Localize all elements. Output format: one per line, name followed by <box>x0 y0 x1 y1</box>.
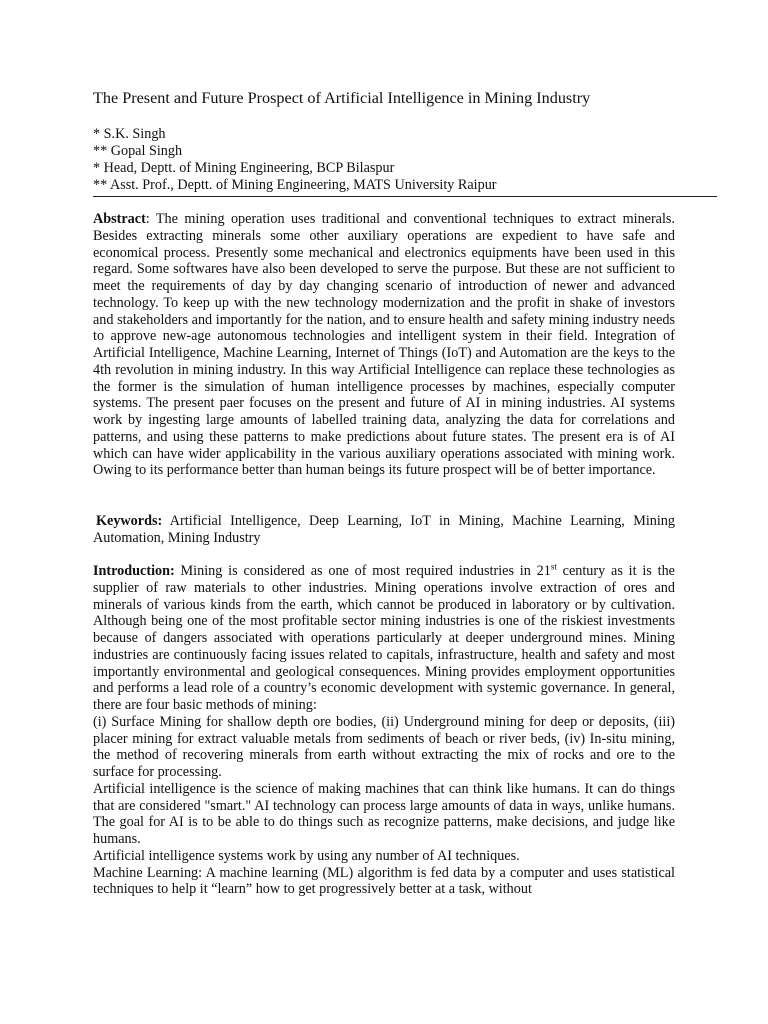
affiliation-2: ** Asst. Prof., Deptt. of Mining Engineering, MATS University Raipur <box>93 177 497 193</box>
abstract-text: : The mining operation uses traditional and conventional techniques to extract minerals. Besides extracting minerals some other auxiliary operations are expedient to have safe and economical process. Presently some mechanical and electronics equipments have been used in this regard. Some softwares have also been developed to serve the purpose. But these are not sufficient to meet the requirements of day by day changing scenario of introduction of newer and advanced technology. To keep up with the new technology modernization and the profit in shake of investors and stakeholders and importantly for the nation, and to ensure health and safety mining industry needs to approve new-age autonomous technologies and intelligent system in their field. Integration of Artificial Intelligence, Machine Learning, Internet of Things (IoT) and Automation are the keys to the 4th revolution in mining industry. In this way Artificial Intelligence can replace these technologies as the former is the simulation of human intelligence processes by machines, especially computer systems. The present paer focuses on the present and future of AI in mining industries. AI systems work by ingesting large amounts of labelled training data, analyzing the data for correlations and patterns, and using these patterns to make predictions about future states. The present era is of AI which can have wider applicability in the various auxiliary operations associated with mining work. Owing to its performance better than human beings its future prospect will be of better importance. <box>93 211 675 479</box>
paper-title: The Present and Future Prospect of Artificial Intelligence in Mining Industry <box>93 89 591 107</box>
abstract-paragraph <box>93 211 675 479</box>
ai-definition-paragraph: Artificial intelligence is the science of making machines that can think like humans. It can do things that are considered "smart." AI technology can process large amounts of data in ways, unlike humans. The goal for AI is to be able to do things such as recognize patterns, make decisions, and judge like humans. <box>93 780 675 847</box>
keywords-paragraph <box>93 513 675 547</box>
introduction-label: Introduction: <box>93 563 175 579</box>
keywords-label: Keywords: <box>96 513 163 529</box>
introduction-text-start: Mining is considered as one of most required industries in 21 <box>174 563 551 579</box>
machine-learning-paragraph: Machine Learning: A machine learning (ML) algorithm is fed data by a computer and uses statistical techniques to help it “learn” how to get progressively better at a task, without <box>93 864 675 898</box>
author-block <box>93 126 713 194</box>
ai-systems-paragraph: Artificial intelligence systems work by using any number of AI techniques. <box>93 847 520 864</box>
affiliation-1: * Head, Deptt. of Mining Engineering, BCP Bilaspur <box>93 160 395 176</box>
author-1: * S.K. Singh <box>93 126 166 142</box>
introduction-paragraph <box>93 563 675 714</box>
author-2: ** Gopal Singh <box>93 143 183 159</box>
introduction-superscript: st <box>550 561 557 572</box>
mining-methods-paragraph: (i) Surface Mining for shallow depth ore bodies, (ii) Underground mining for deep or deposits, (iii) placer mining for extract valuable metals from sediments of beach or river beds, (iv) In-situ mining, the method of recovering minerals from earth without extracting the mix of rocks and ore to the surface for processing. <box>93 713 675 780</box>
header-divider <box>93 196 717 197</box>
introduction-section <box>93 563 675 898</box>
keywords-text: Artificial Intelligence, Deep Learning, IoT in Mining, Machine Learning, Mining Automation, Mining Industry <box>93 513 675 546</box>
abstract-label: Abstract <box>93 211 146 227</box>
introduction-text-end: century as it is the supplier of raw materials to other industries. Mining operations involve extraction of ores and minerals of various kinds from the earth, which cannot be produced in laboratory or by cultivation. Although being one of the most profitable sector mining industries is one of the riskiest investments because of dangers associated with operations particularly at deeper underground mines. Mining industries are continuously facing issues related to capitals, infrastructure, health and safety and most importantly environmental and geological consequences. Mining provides employment opportunities and performs a lead role of a country’s economic development with systemic governance. In general, there are four basic methods of mining: <box>93 563 675 713</box>
